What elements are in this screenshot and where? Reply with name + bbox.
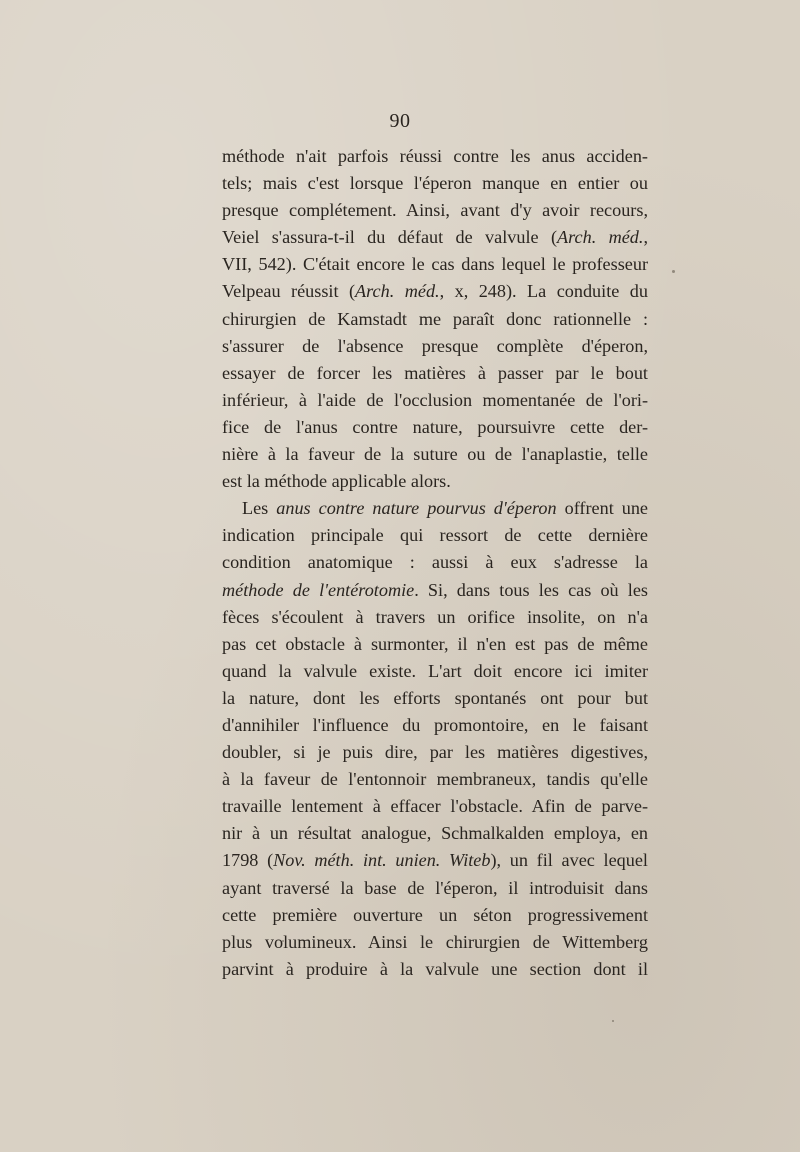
text-run: inférieur, à l'aide de l'occlusion momentanée de l'ori- <box>222 389 648 410</box>
text-line <box>222 604 648 631</box>
text-run: offrent une <box>556 498 649 519</box>
text-run: plus volumineux. Ainsi le chirurgien de Wittemberg <box>222 931 648 952</box>
text-line <box>222 387 648 414</box>
text-line <box>222 360 648 387</box>
text-line <box>222 224 648 251</box>
text-run: pas cet obstacle à surmonter, il n'en est pas de même <box>222 633 648 654</box>
text-run: méthode n'ait parfois réussi contre les anus acciden- <box>222 146 648 166</box>
text-line <box>222 956 648 983</box>
text-line <box>222 631 648 658</box>
text-line <box>222 658 648 685</box>
text-line <box>222 170 648 197</box>
italic-text: anus contre nature pourvus d'éperon <box>276 498 557 519</box>
text-run: doubler, si je puis dire, par les matières digestives, <box>222 742 648 763</box>
text-line <box>222 820 648 847</box>
text-run: d'annihiler l'influence du promontoire, en le faisant <box>222 714 648 735</box>
text-run: 1798 ( <box>222 850 274 871</box>
text-line <box>222 251 648 278</box>
paper-speck <box>282 940 284 942</box>
italic-text: Arch. méd. <box>557 227 644 248</box>
text-run: ayant traversé la base de l'éperon, il introduisit dans <box>222 877 648 898</box>
text-run: parvint à produire à la valvule une section dont il <box>222 958 648 979</box>
text-line <box>222 685 648 712</box>
italic-text: méthode de l'entérotomie <box>222 579 415 600</box>
text-run: chirurgien de Kamstadt me paraît donc rationnelle : <box>222 308 648 329</box>
text-run: cette première ouverture un séton progressivement <box>222 904 648 925</box>
text-run: condition anatomique : aussi à eux s'adresse la <box>222 552 648 573</box>
text-line <box>222 577 648 604</box>
text-run: presque complétement. Ainsi, avant d'y avoir recours, <box>222 200 648 221</box>
text-line <box>222 468 648 495</box>
text-run: essayer de forcer les matières à passer par le bout <box>222 362 648 383</box>
text-run: est la méthode applicable alors. <box>222 471 451 492</box>
text-line <box>222 333 648 360</box>
text-run: , <box>643 227 648 248</box>
text-run: . Si, dans tous les cas où les <box>414 579 648 600</box>
text-run: à la faveur de l'entonnoir membraneux, tandis qu'elle <box>222 769 648 790</box>
text-line <box>222 278 648 305</box>
text-run: la nature, dont les efforts spontanés ont pour but <box>222 687 648 708</box>
text-line <box>222 793 648 820</box>
italic-text: Nov. méth. int. unien. Witeb <box>273 850 491 871</box>
text-line <box>222 847 648 874</box>
text-run: nière à la faveur de la suture ou de l'anaplastie, telle <box>222 444 648 465</box>
text-run: tels; mais c'est lorsque l'éperon manque en entier ou <box>222 173 648 194</box>
text-line <box>222 902 648 929</box>
text-line <box>222 143 648 170</box>
body-text <box>222 143 648 983</box>
paper-speck <box>612 1020 614 1022</box>
text-line <box>222 929 648 956</box>
text-line <box>222 712 648 739</box>
text-line <box>222 522 648 549</box>
text-line <box>222 549 648 576</box>
text-run: VII, 542). C'était encore le cas dans lequel le professeur <box>222 254 648 275</box>
text-run: , x, 248). La conduite du <box>439 281 648 302</box>
text-line <box>222 197 648 224</box>
text-run: quand la valvule existe. L'art doit encore ici imiter <box>222 660 648 681</box>
text-run: fice de l'anus contre nature, poursuivre cette der- <box>222 416 648 437</box>
paper-speck <box>672 270 675 273</box>
text-line <box>222 414 648 441</box>
text-run: Velpeau réussit ( <box>222 281 356 302</box>
text-line <box>222 739 648 766</box>
text-run: s'assurer de l'absence presque complète d'éperon, <box>222 335 648 356</box>
text-run: Les <box>242 498 277 519</box>
text-line <box>222 441 648 468</box>
text-line <box>222 495 648 522</box>
page-number: 90 <box>389 110 411 132</box>
text-run: Veiel s'assura-t-il du défaut de valvule ( <box>222 227 558 248</box>
italic-text: Arch. méd. <box>355 281 440 302</box>
text-run: ), un fil avec lequel <box>490 850 648 871</box>
text-run: indication principale qui ressort de cette dernière <box>222 525 648 546</box>
text-line <box>222 875 648 902</box>
text-line <box>222 766 648 793</box>
text-run: travaille lentement à effacer l'obstacle. Afin de parve- <box>222 796 648 817</box>
text-line <box>222 306 648 333</box>
text-run: nir à un résultat analogue, Schmalkalden employa, en <box>222 823 648 844</box>
text-run: fèces s'écoulent à travers un orifice insolite, on n'a <box>222 606 648 627</box>
